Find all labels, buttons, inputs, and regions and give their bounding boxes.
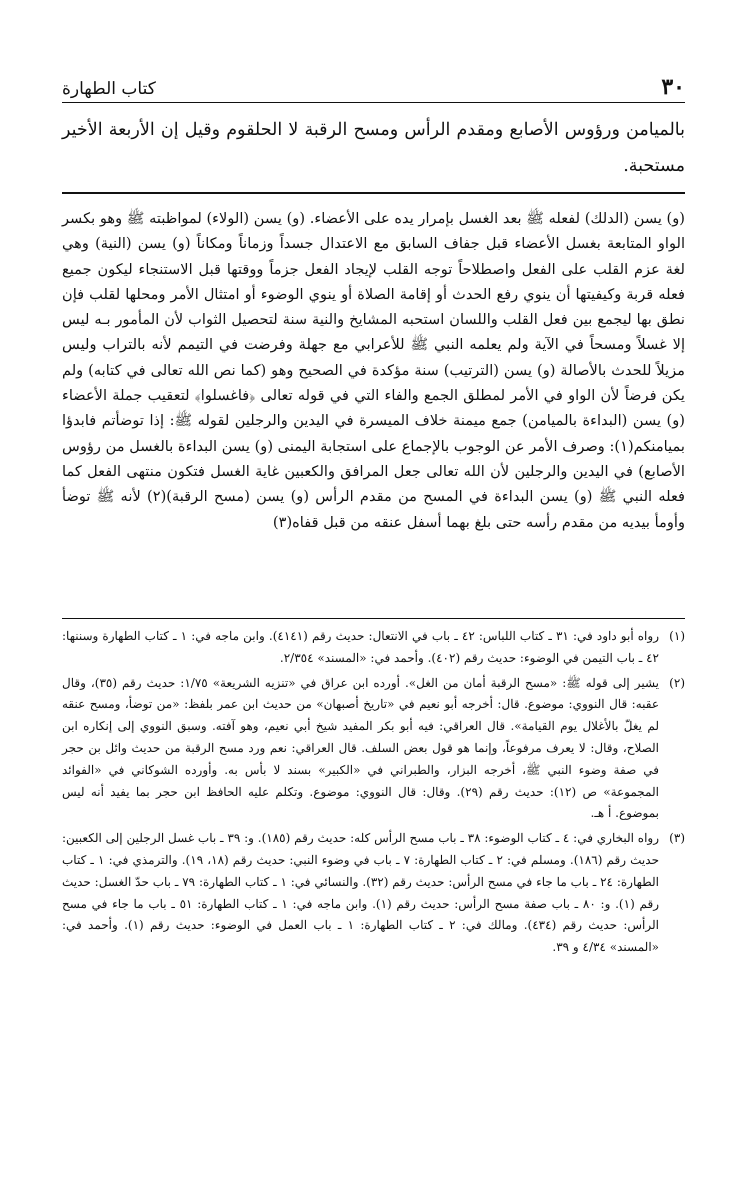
page-number: ٣٠ [661,74,685,100]
chapter-title: كتاب الطهارة [62,79,156,99]
footnote-number: (٣) [669,831,685,846]
footnote-number: (٢) [669,675,685,690]
footnote-text: رواه البخاري في: ٤ ـ كتاب الوضوء: ٣٨ ـ باب مسح الرأس كله: حديث رقم (١٨٥). و: ٣٩ ـ باب غسل الرجلين إلى الكعبين: حديث رقم (١٨٦). ومسلم في: ٢ ـ كتاب الطهارة: ٧ ـ باب في وضوء النبي: حديث رقم (١٨، ١٩). والترمذي في: ١ ـ كتاب الطهارة: ٢٤ ـ باب ما جاء في مسح الرأس: حديث رقم (٣٢). والنسائي في: ١ ـ كتاب الطهارة: ٧٩ ـ باب حدّ الغسل: حديث رقم (١). و: ٨٠ ـ باب صفة مسح الرأس: حديث رقم (١). وابن ماجه في: ١ ـ كتاب الطهارة: ٥١ ـ باب ما جاء في مسح الرأس: حديث رقم (٤٣٤). ومالك في: ٢ ـ كتاب الطهارة: ١ ـ باب العمل في الوضوء: حديث رقم (١). وأحمد في: «المسند» ٤/٣٤ و ٣٩. [62,831,660,955]
main-paragraph: (و) يسن (الدلك) لفعله ﷺ بعد الغسل بإمرار يده على الأعضاء. (و) يسن (الولاء) لمواظبته ﷺ وهو بكسر الواو المتابعة بغسل الأعضاء قبل جفاف السابق مع الاعتدال جسداً وزماناً ومكاناً (و) يسن (النية) وهي لغة عزم القلب على الفعل واصطلاحاً توجه القلب لإيجاد الفعل جزماً ووقتها قبل الاستنجاء ليكون جميع فعله قربة وكيفيتها أن ينوي رفع الحدث أو إقامة الصلاة أو ينوي الوضوء أو امتثال الأمر ومحلها لقلب فإن نطق بها ليجمع بين فعل القلب واللسان استحبه المشايخ والنية سنة لتحصيل الثواب لأن المأمور بـه ليس إلا غسلاً ومسحاً في الآية ولم يعلمه النبي ﷺ للأعرابي مع جهلة وفرضت في التيمم لأنه بالتراب وليس مزيلاً للحدث بالأصالة (و) يسن (الترتيب) سنة مؤكدة في الصحيح وهو (كما نص الله تعالى في كتابه) ولم يكن فرضاً لأن الواو في الأمر لمطلق الجمع والفاء التي في قوله تعالى ﴿فاغسلوا﴾ لتعقيب جملة الأعضاء (و) يسن (البداءة بالميامن) جمع ميمنة خلاف الميسرة في اليدين والرجلين لقوله ﷺ: إذا توضأتم فابدؤا بميامنكم(١): وصرف الأمر عن الوجوب بالإجماع على استجابة اليمنى (و) يسن البداءة بالغسل من رؤوس الأصابع) في اليدين والرجلين لأن الله تعالى جعل المرافق والكعبين غاية الغسل فتكون منتهى الفعل كما فعله النبي ﷺ (و) يسن البداءة في المسح من مقدم الرأس (و) يسن (مسح الرقبة)(٢) لأنه ﷺ توضأ وأومأ بيديه من مقدم رأسه حتى بلغ بهما أسفل عنقه من قبل قفاه(٣) [62,210,686,531]
footnote-number: (١) [669,629,685,643]
top-text: بالميامن ورؤوس الأصابع ومقدم الرأس ومسح الرقبة لا الحلقوم وقيل إن الأربعة الأخير مستحبة. [62,120,685,176]
footnote-1 [62,626,685,670]
footnotes [62,626,685,962]
footnote-3 [62,828,685,959]
footnote-2 [62,673,685,826]
page-header [62,68,685,103]
footnote-text: يشير إلى قوله ﷺ: «مسح الرقبة أمان من الغل». أورده ابن عراق في «تنزيه الشريعة» ١/٧٥: حديث رقم (٣٥)، وقال عقبه: قال النووي: موضوع. قال: أخرجه أبو نعيم في «تاريخ أصبهان» من حديث ابن عمر بلفظ: «من توضأ، ومسح عنقه لم يغلّ بالأغلال يوم القيامة». قال العراقي: فيه أبو بكر المفيد شيخ أبي نعيم، وهو آفته. وسبق النووي إلى إنكاره ابن الصلاح، وقال: لا يعرف مرفوعاً، وإنما هو قول بعض السلف. قال العراقي: نعم ورد مسح الرقبة من حديث وائل بن حجر في صفة وضوء النبي ﷺ، أخرجه البزار، والطبراني في «الكبير» بسند لا بأس به. وأورده الشوكاني في «الفوائد المجموعة» ص (١٢): حديث رقم (٢٩). وقال: قال النووي: موضوع. وتكلم عليه الحافظ ابن حجر بما يفيد أنه ليس بموضوع. أ هـ. [62,675,659,821]
section-divider [62,192,685,194]
main-text [62,206,685,535]
footnote-text: رواه أبو داود في: ٣١ ـ كتاب اللباس: ٤٢ ـ باب في الانتعال: حديث رقم (٤١٤١). وابن ماجه في: ١ ـ كتاب الطهارة وسننها: ٤٢ ـ باب التيمن في الوضوء: حديث رقم (٤٠٢). وأحمد في: «المسند» ٢/٣٥٤. [62,629,659,665]
footnote-divider [62,618,685,619]
